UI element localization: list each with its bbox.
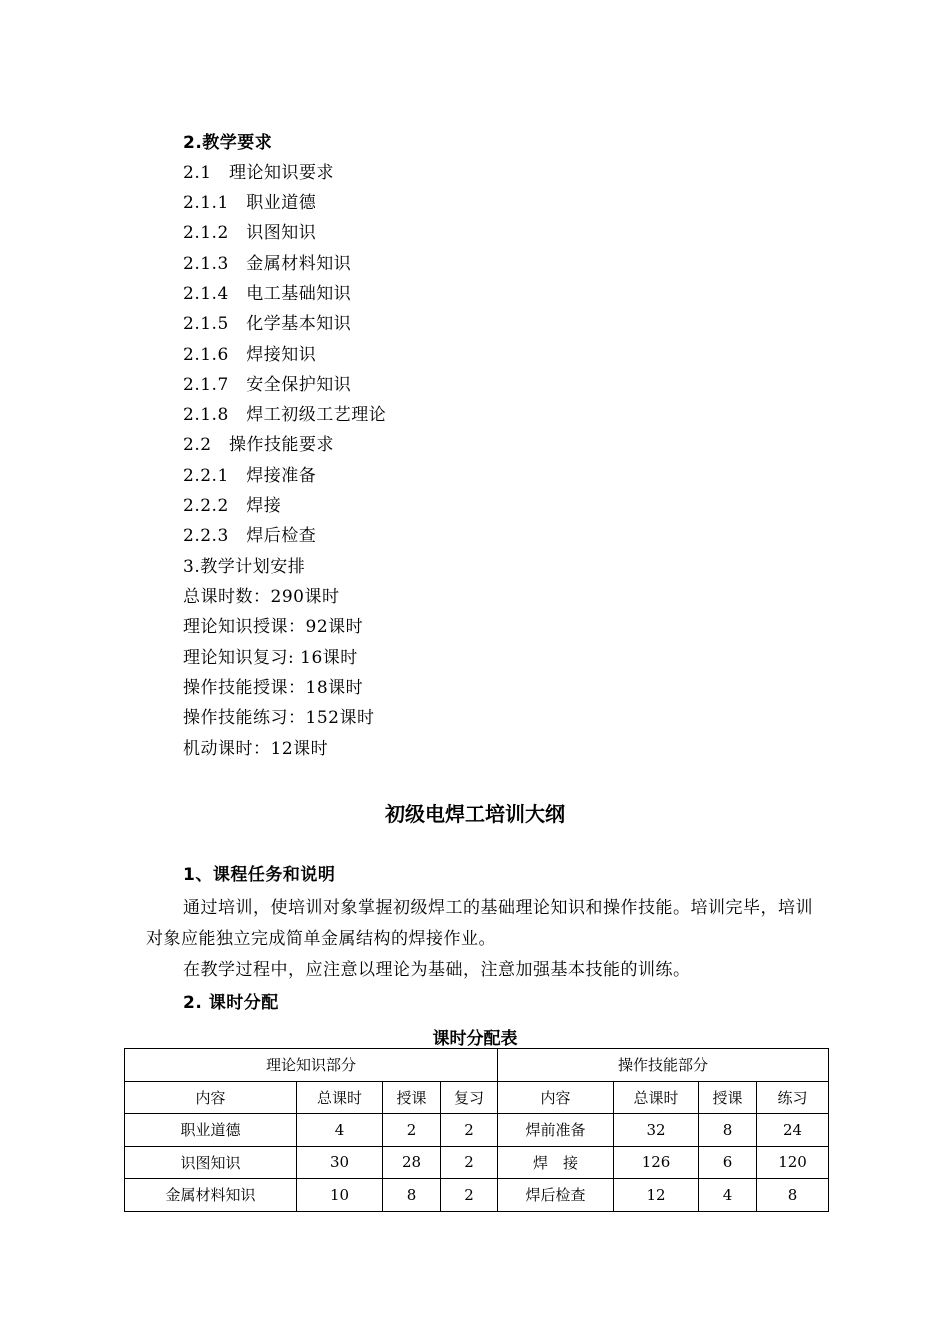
outline-item: 机动课时：12课时 [183, 739, 329, 759]
group-skill-header: 操作技能部分 [498, 1049, 829, 1082]
table-cell: 4 [699, 1179, 757, 1212]
table-caption: 课时分配表 [432, 1029, 518, 1049]
table-cell: 2 [441, 1146, 498, 1179]
table-row [125, 1114, 829, 1147]
table-cell: 4 [297, 1114, 383, 1147]
column-header: 总课时 [614, 1081, 699, 1114]
section-1-heading: 1、课程任务和说明 [183, 865, 336, 885]
column-header: 授课 [383, 1081, 441, 1114]
section-1-paragraph-1: 通过培训，使培训对象掌握初级焊工的基础理论知识和操作技能。培训完毕，培训对象应能独立完成简单金属结构的焊接作业。 [146, 898, 813, 949]
document-title: 初级电焊工培训大纲 [385, 802, 565, 826]
table-cell: 2 [383, 1114, 441, 1147]
outline-item: 2.2.3 焊后检查 [183, 526, 317, 546]
table-cell: 焊前准备 [498, 1114, 614, 1147]
table-row [125, 1179, 829, 1212]
outline-item: 2.1.4 电工基础知识 [183, 284, 352, 304]
table-cell: 120 [757, 1146, 829, 1179]
outline-item: 2.2 操作技能要求 [183, 435, 335, 455]
table-cell: 126 [614, 1146, 699, 1179]
section-2-heading: 2. 课时分配 [183, 993, 279, 1013]
outline-heading: 2.教学要求 [183, 133, 273, 153]
outline-item: 操作技能授课：18课时 [183, 678, 364, 698]
outline-item: 2.1.2 识图知识 [183, 223, 317, 243]
column-header: 练习 [757, 1081, 829, 1114]
outline-item: 2.2.2 焊接 [183, 496, 282, 516]
table-cell: 2 [441, 1114, 498, 1147]
table-cell: 8 [699, 1114, 757, 1147]
outline-item: 2.1.7 安全保护知识 [183, 375, 352, 395]
table-group-row [125, 1049, 829, 1082]
table-cell: 12 [614, 1179, 699, 1212]
outline-item: 2.1 理论知识要求 [183, 163, 335, 183]
outline-item: 总课时数：290课时 [183, 587, 340, 607]
table-cell: 2 [441, 1179, 498, 1212]
table-cell: 金属材料知识 [125, 1179, 297, 1212]
outline-item: 2.1.8 焊工初级工艺理论 [183, 405, 387, 425]
column-header: 总课时 [297, 1081, 383, 1114]
table-cell: 职业道德 [125, 1114, 297, 1147]
outline-item: 2.1.1 职业道德 [183, 193, 317, 213]
table-cell: 焊后检查 [498, 1179, 614, 1212]
outline-item: 操作技能练习：152课时 [183, 708, 375, 728]
column-header: 内容 [125, 1081, 297, 1114]
table-cell: 6 [699, 1146, 757, 1179]
table-cell: 焊 接 [498, 1146, 614, 1179]
table-header-row [125, 1081, 829, 1114]
table-cell: 10 [297, 1179, 383, 1212]
section-1-paragraph-2: 在教学过程中，应注意以理论为基础，注意加强基本技能的训练。 [183, 960, 691, 980]
column-header: 授课 [699, 1081, 757, 1114]
group-theory-header: 理论知识部分 [125, 1049, 498, 1082]
table-cell: 识图知识 [125, 1146, 297, 1179]
outline-item: 2.1.3 金属材料知识 [183, 254, 352, 274]
outline-item: 2.1.5 化学基本知识 [183, 314, 352, 334]
table-cell: 8 [383, 1179, 441, 1212]
table-cell: 24 [757, 1114, 829, 1147]
table-row [125, 1146, 829, 1179]
table-cell: 32 [614, 1114, 699, 1147]
outline-item: 2.1.6 焊接知识 [183, 345, 317, 365]
table-cell: 8 [757, 1179, 829, 1212]
table-cell: 30 [297, 1146, 383, 1179]
table-cell: 28 [383, 1146, 441, 1179]
outline-item: 3.教学计划安排 [183, 557, 306, 577]
outline-item: 理论知识授课：92课时 [183, 617, 364, 637]
column-header: 内容 [498, 1081, 614, 1114]
column-header: 复习 [441, 1081, 498, 1114]
outline-item: 2.2.1 焊接准备 [183, 466, 317, 486]
hours-allocation-table [124, 1048, 829, 1212]
outline-item: 理论知识复习: 16课时 [183, 648, 358, 668]
